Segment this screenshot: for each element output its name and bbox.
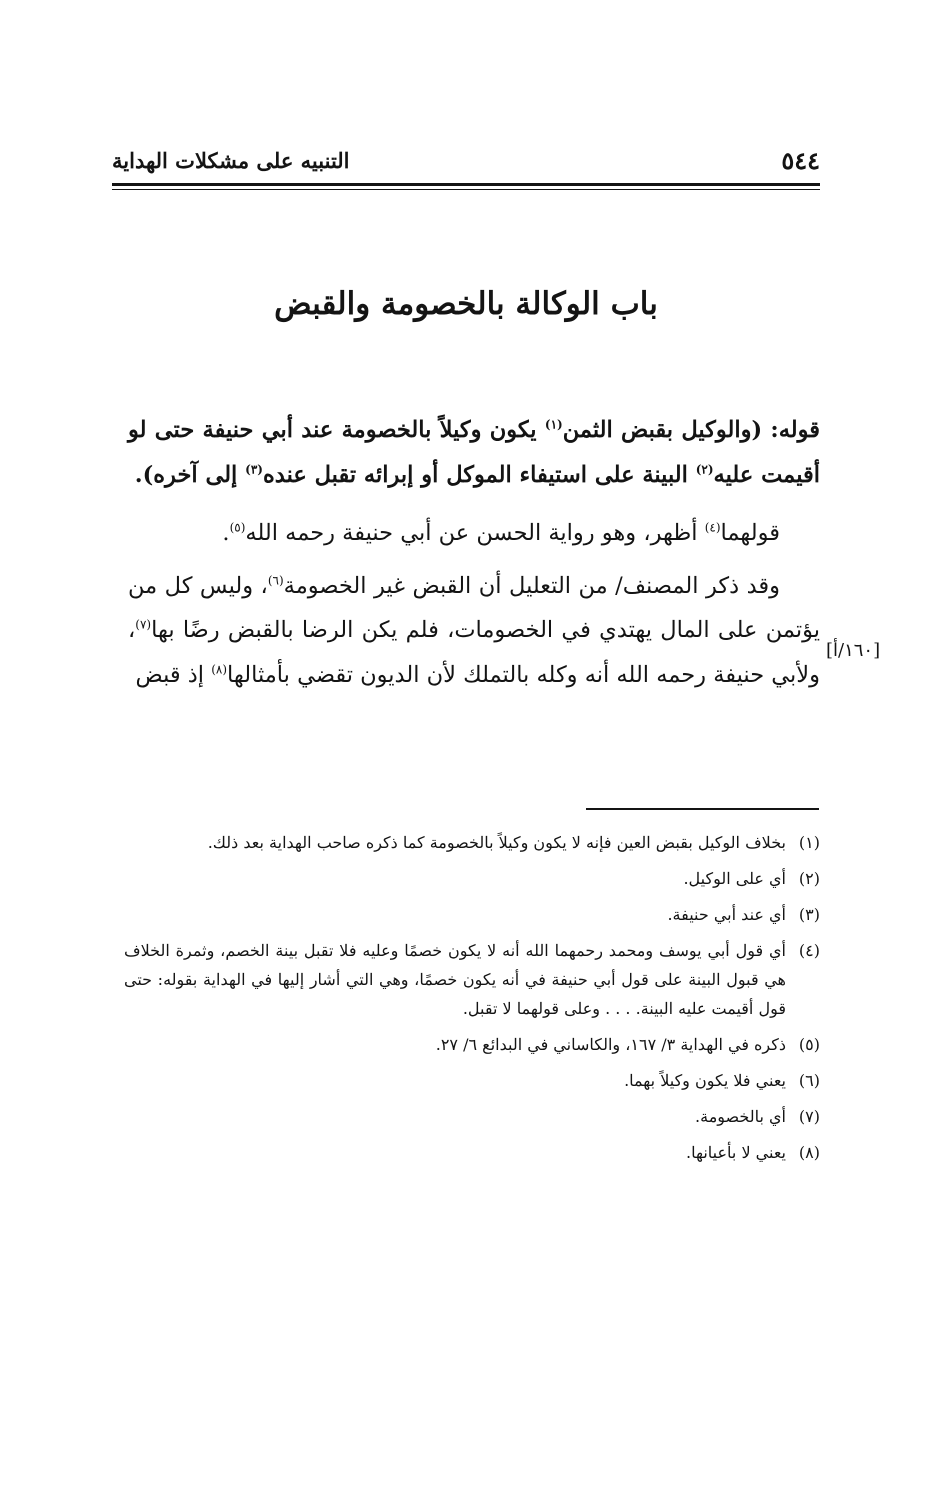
running-title: التنبيه على مشكلات الهداية: [112, 148, 350, 173]
text-span: ، وليس كل من يؤتمن على المال يهتدي في الخصومات، فلم يكن الرضا بالقبض رضًا بها: [128, 572, 820, 643]
footnote-text: أي قول أبي يوسف ومحمد رحمهما الله أنه لا يكون خصمًا وعليه فلا تقبل بينة الخصم، وثمرة الخلاف هي قبول البينة على قول أبي حنيفة في أنه يكون خصمًا، وهي التي أشار إليها في الهداية بقوله: حتى قول أقيمت عليه البينة. . . . وعلى قولهما لا تقبل.: [124, 941, 786, 1018]
text-span: إذ قبض: [135, 661, 212, 688]
footnote-text: أي عند أبي حنيفة.: [667, 905, 786, 924]
main-text: [128, 408, 820, 697]
text-span: البينة على استيفاء الموكل أو إبرائه تقبل عنده: [262, 461, 696, 488]
manuscript-folio-ref: [١٦٠/أ]: [826, 640, 881, 661]
paragraph: [128, 511, 820, 556]
footnote-item: [124, 1066, 820, 1095]
footnote-item: [124, 900, 820, 929]
footnote-item: [124, 936, 820, 1023]
footnote-ref[interactable]: (٤): [704, 520, 721, 535]
footnote-ref[interactable]: (٣): [245, 462, 263, 476]
footnote-ref[interactable]: (٧): [135, 617, 152, 632]
footnote-number: (٦): [798, 1071, 820, 1090]
text-span: إلى آخره).: [134, 461, 246, 488]
footnote-item: [124, 1102, 820, 1131]
text-span: أظهر، وهو رواية الحسن عن أبي حنيفة رحمه الله: [245, 520, 705, 546]
footnote-item: [124, 1138, 820, 1167]
page-number: ٥٤٤: [781, 146, 820, 175]
footnote-number: (٢): [798, 869, 820, 888]
footnote-ref[interactable]: (٢): [695, 462, 714, 476]
text-span: قوله: (والوكيل بقبض الثمن: [562, 417, 820, 443]
header-rule-thick: [112, 183, 820, 186]
text-span: .: [222, 520, 230, 546]
footnote-number: (٨): [798, 1143, 820, 1162]
chapter-title: باب الوكالة بالخصومة والقبض: [274, 286, 658, 322]
footnote-number: (٣): [798, 905, 820, 924]
paragraph: [128, 564, 820, 698]
text-span: قولهما: [720, 520, 780, 546]
footnote-text: يعني لا بأعيانها.: [686, 1143, 786, 1162]
footnote-text: بخلاف الوكيل بقبض العين فإنه لا يكون وكيلاً بالخصومة كما ذكره صاحب الهداية بعد ذلك.: [207, 833, 786, 852]
paragraph-quote: [128, 408, 820, 497]
footnote-item: [124, 864, 820, 893]
header-rule-thin: [112, 189, 820, 190]
footnote-ref[interactable]: (٨): [211, 662, 228, 676]
footnote-text: أي على الوكيل.: [683, 869, 786, 888]
text-span: يكون وكيلاً بالخصومة عند أبي حنيفة حتى لو أقيمت عليه: [128, 417, 820, 488]
footnote-separator: [586, 808, 819, 810]
footnote-text: أي بالخصومة.: [695, 1107, 786, 1126]
footnote-number: (١): [798, 833, 820, 852]
footnote-item: [124, 1030, 820, 1059]
running-header: [112, 146, 820, 182]
footnote-ref[interactable]: (١): [544, 417, 563, 432]
text-span: وقد ذكر المصنف/ من التعليل أن القبض غير الخصومة: [283, 572, 780, 599]
footnote-number: (٥): [798, 1035, 820, 1054]
footnote-number: (٤): [798, 941, 820, 960]
footnote-ref[interactable]: (٦): [267, 573, 284, 587]
footnote-text: يعني فلا يكون وكيلاً بهما.: [624, 1071, 786, 1090]
text-span: ، ولأبي حنيفة رحمه الله أنه وكله بالتملك لأن الديون تقضي بأمثالها: [128, 617, 820, 688]
footnote-ref[interactable]: (٥): [229, 520, 246, 535]
footnote-text: ذكره في الهداية ٣/ ١٦٧، والكاساني في البدائع ٦/ ٢٧.: [435, 1035, 786, 1054]
footnote-item: [124, 828, 820, 857]
footnote-number: (٧): [798, 1107, 820, 1126]
footnotes: [124, 828, 820, 1174]
